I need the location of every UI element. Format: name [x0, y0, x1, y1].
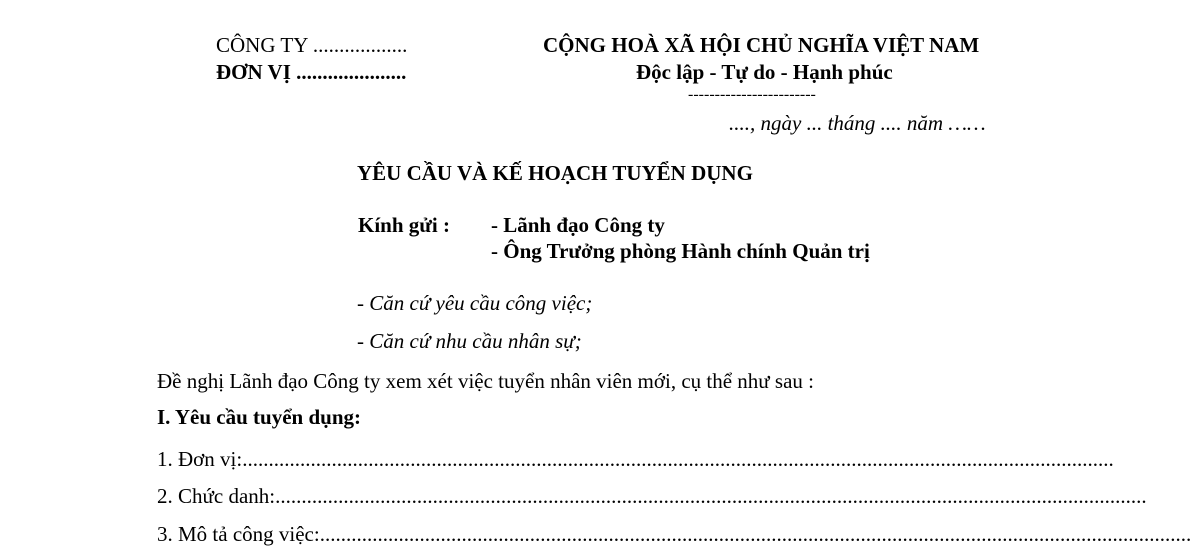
basis-item: - Căn cứ nhu cầu nhân sự;	[357, 329, 582, 353]
field-label: 1. Đơn vị:	[157, 447, 243, 471]
form-field-unit	[157, 447, 1114, 471]
recipient-label: Kính gửi :	[358, 213, 450, 237]
basis-item: - Căn cứ yêu cầu công việc;	[357, 291, 593, 315]
recipient-item: - Lãnh đạo Công ty	[491, 213, 665, 237]
form-field-job-title	[157, 484, 1147, 508]
motto: Độc lập - Tự do - Hạnh phúc	[636, 60, 893, 84]
proposal-text: Đề nghị Lãnh đạo Công ty xem xét việc tuyển nhân viên mới, cụ thể như sau :	[157, 369, 815, 393]
field-fill-line: ......................................................................................................................................................................	[319, 522, 1191, 546]
form-field-job-description	[157, 522, 1191, 546]
company-line: CÔNG TY ..................	[216, 33, 408, 57]
date-line: ...., ngày ... tháng .... năm ……	[729, 111, 986, 135]
field-label: 2. Chức danh:	[157, 484, 276, 508]
nation-title: CỘNG HOÀ XÃ HỘI CHỦ NGHĨA VIỆT NAM	[543, 33, 980, 57]
field-fill-line: ......................................................................................................................................................................	[242, 447, 1114, 471]
unit-line: ĐƠN VỊ .....................	[216, 60, 407, 84]
field-fill-line: ......................................................................................................................................................................	[275, 484, 1147, 508]
field-label: 3. Mô tả công việc:	[157, 522, 320, 546]
recipient-item: - Ông Trưởng phòng Hành chính Quản trị	[491, 239, 870, 263]
motto-underline: ------------------------	[688, 86, 816, 103]
document-title: YÊU CẦU VÀ KẾ HOẠCH TUYỂN DỤNG	[357, 161, 753, 185]
section-heading: I. Yêu cầu tuyển dụng:	[157, 405, 362, 429]
